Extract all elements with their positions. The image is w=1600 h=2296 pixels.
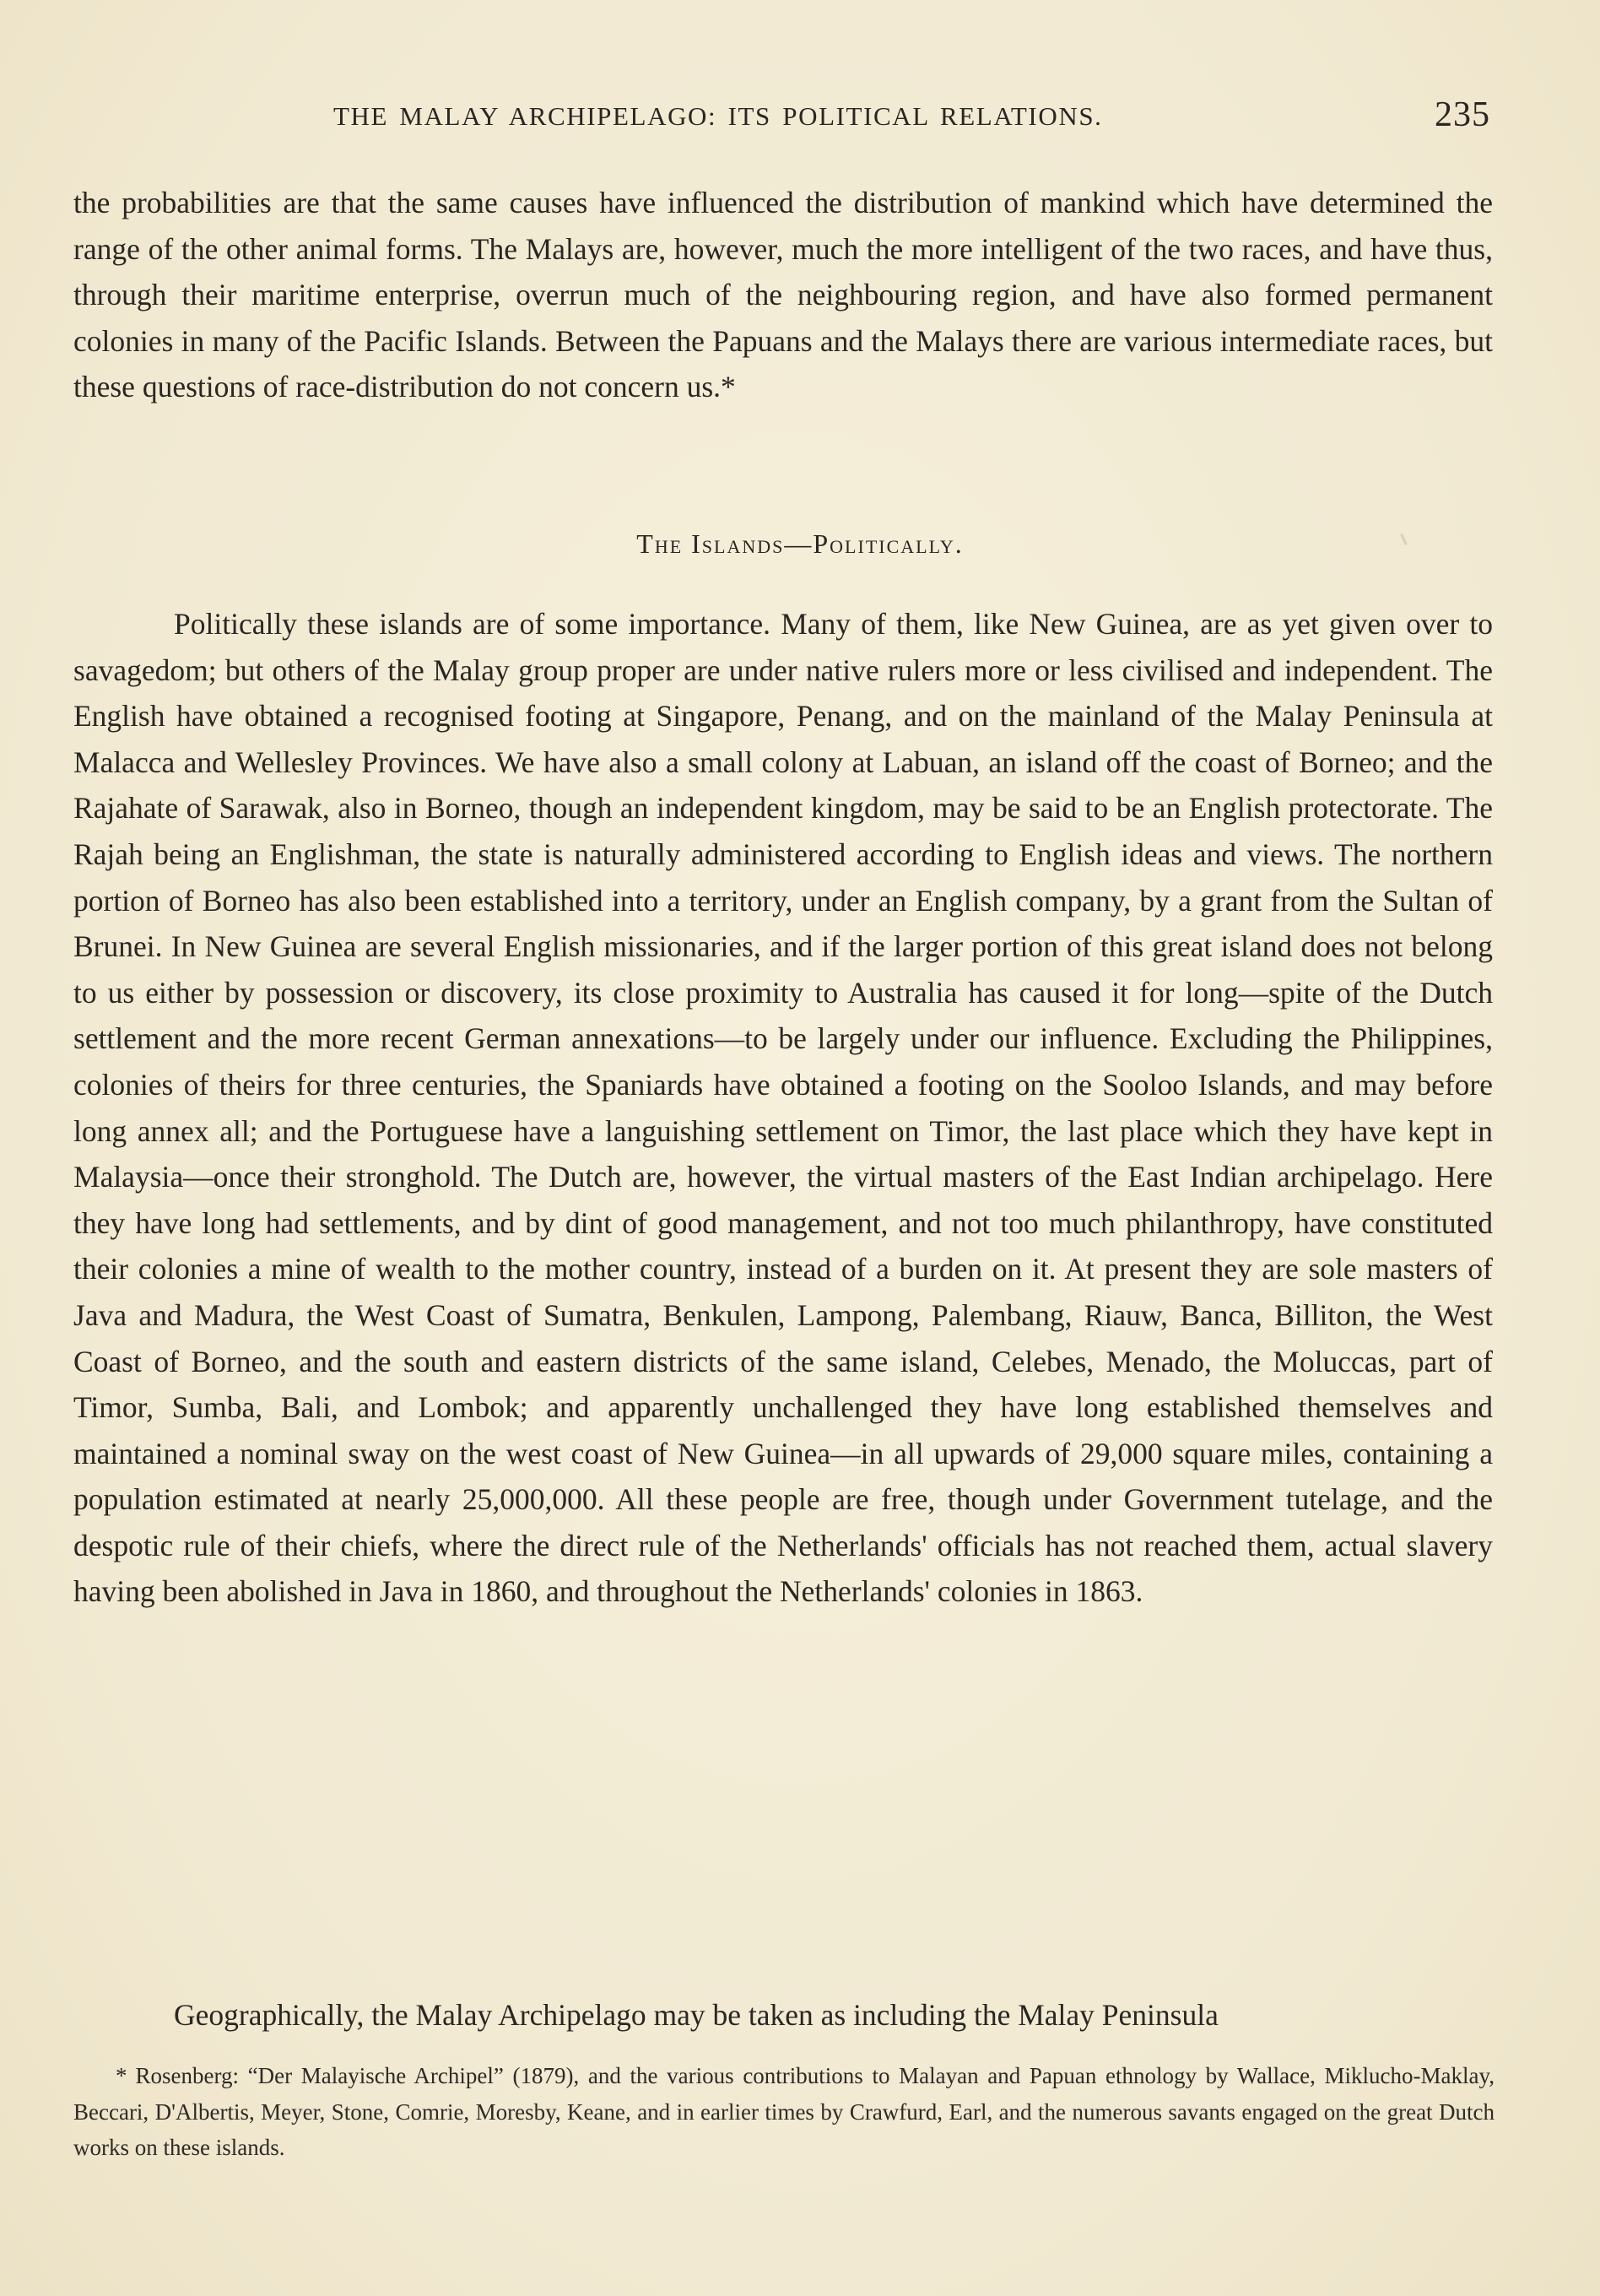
footnote-text: Rosenberg: “Der Malayische Archipel” (1879), and the various contributions to Malayan and Papuan ethnology by Wallace, Miklucho-Maklay, Beccari, D'Albertis, Meyer, Stone, Comrie, Moresby, Keane, and in earlier times by Crawfurd, Earl, and the numerous savants engaged on the great Dutch works on these islands.: [73, 2063, 1495, 2160]
footnote: [73, 2058, 1495, 2166]
paragraph-intro: the probabilities are that the same causes have influenced the distribution of mankind which have determined the range of the other animal forms. The Malays are, however, much the more intelligent of the two races, and have thus, through their maritime enterprise, overrun much of the neighbouring region, and have also formed permanent colonies in many of the Pacific Islands. Between the Papuans and the Malays there are various intermediate races, but these questions of race-distribution do not concern us.*: [73, 186, 1493, 404]
section-heading: The Islands—Politically.: [636, 528, 964, 559]
paragraph-geography: Geographically, the Malay Archipelago may be taken as including the Malay Peninsula: [174, 1998, 1219, 2032]
page-number: 235: [1435, 95, 1490, 134]
running-head: [333, 95, 1498, 140]
footnote-marker: *: [116, 2063, 127, 2088]
paragraph-political: Politically these islands are of some importance. Many of them, like New Guinea, are as yet given over to savagedom; but others of the Malay group proper are under native rulers more or less civilised and independent. The English have obtained a recognised footing at Singapore, Penang, and on the mainland of the Malay Peninsula at Malacca and Wellesley Provinces. We have also a small colony at Labuan, an island off the coast of Borneo; and the Rajahate of Sarawak, also in Borneo, though an independent kingdom, may be said to be an English protectorate. The Rajah being an Englishman, the state is naturally administered according to English ideas and views. The northern portion of Borneo has also been established into a territory, under an English company, by a grant from the Sultan of Brunei. In New Guinea are several English missionaries, and if the larger portion of this great island does not belong to us either by possession or discovery, its close proximity to Australia has caused it for long—spite of the Dutch settlement and the more recent German annexations—to be largely under our influence. Excluding the Philippines, colonies of theirs for three centuries, the Spaniards have obtained a footing on the Sooloo Islands, and may before long annex all; and the Portuguese have a languishing settlement on Timor, the last place which they have kept in Malaysia—once their stronghold. The Dutch are, however, the virtual masters of the East Indian archipelago. Here they have long had settlements, and by dint of good management, and not too much philanthropy, have constituted their colonies a mine of wealth to the mother country, instead of a burden on it. At present they are sole masters of Java and Madura, the West Coast of Sumatra, Benkulen, Lampong, Palembang, Riauw, Banca, Billiton, the West Coast of Borneo, and the south and eastern districts of the same island, Celebes, Menado, the Moluccas, part of Timor, Sumba, Bali, and Lombok; and apparently unchallenged they have long established themselves and maintained a nominal sway on the west coast of New Guinea—in all upwards of 29,000 square miles, containing a population estimated at nearly 25,000,000. All these people are free, though under Government tutelage, and the despotic rule of their chiefs, where the direct rule of the Netherlands' officials has not reached them, actual slavery having been abolished in Java in 1860, and throughout the Netherlands' colonies in 1863.: [73, 607, 1493, 1609]
running-head-title: THE MALAY ARCHIPELAGO: ITS POLITICAL RELATIONS.: [333, 101, 1103, 131]
